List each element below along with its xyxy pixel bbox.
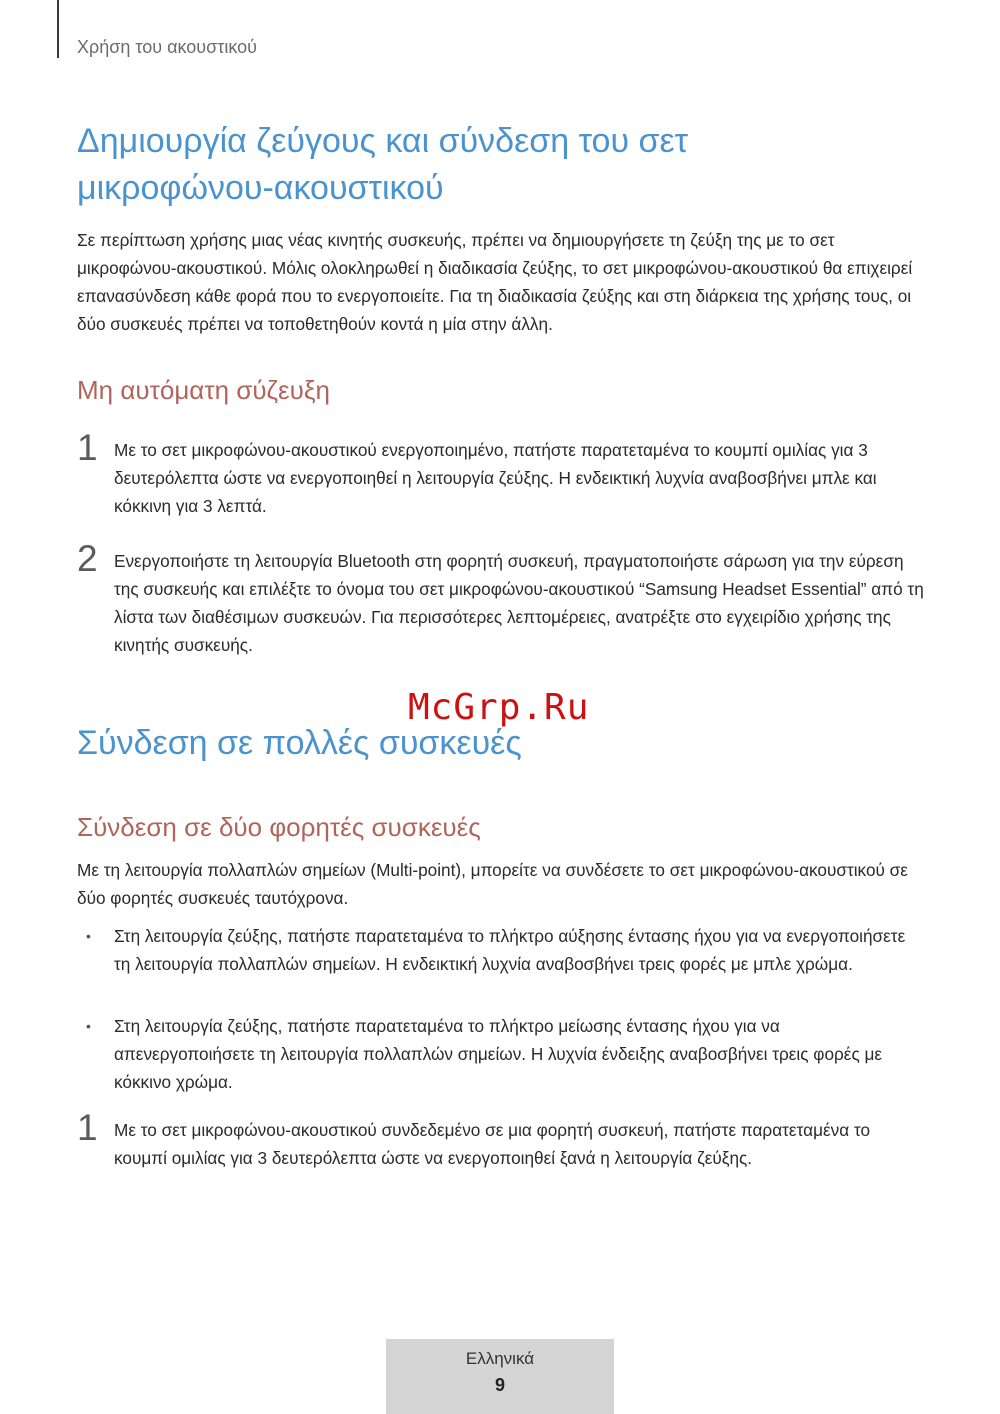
multipoint-intro-paragraph: Με τη λειτουργία πολλαπλών σημείων (Multi-point), μπορείτε να συνδέσετε το σετ μικροφώνου-ακουστικού σε δύο φορητές συσκευές ταυτόχρονα. — [77, 860, 908, 908]
bullet-text: Στη λειτουργία ζεύξης, πατήστε παρατεταμένα το πλήκτρο μείωσης έντασης ήχου για να απενεργοποιήσετε τη λειτουργία πολλαπλών σημείων. Η λυχνία ένδειξης αναβοσβήνει τρεις φορές με κόκκινο χρώμα. — [114, 1016, 883, 1092]
page-number: 9 — [494, 1375, 505, 1395]
section-title-pairing-line2: μικροφώνου-ακουστικού — [77, 169, 444, 207]
watermark-logo: McGrp.Ru — [408, 687, 590, 728]
footer-language: Ελληνικά — [465, 1349, 535, 1368]
step-text: Με το σετ μικροφώνου-ακουστικού συνδεδεμένο σε μια φορητή συσκευή, πατήστε παρατεταμένα το κουμπί ομιλίας για 3 δευτερόλεπτα ώστε να ενεργοποιηθεί ξανά η λειτουργία ζεύξης. — [114, 1120, 871, 1168]
section-title-multipoint: Σύνδεση σε πολλές συσκευές — [77, 724, 522, 762]
pairing-intro-paragraph: Σε περίπτωση χρήσης μιας νέας κινητής συσκευής, πρέπει να δημιουργήσετε τη ζεύξη της με το σετ μικροφώνου-ακουστικού. Μόλις ολοκληρωθεί η διαδικασία ζεύξης, το σετ μικροφώνου-ακουστικού θα επιχειρεί επανασύνδεση κάθε φορά που το ενεργοποιείτε. Για τη διαδικασία ζεύξης και στη διάρκεια της χρήσης τους, οι δύο συσκευές πρέπει να τοποθετηθούν κοντά η μία στην άλλη. — [77, 230, 913, 334]
step-number: 2 — [77, 538, 98, 579]
section-title-pairing-line1: Δημιουργία ζεύγους και σύνδεση του σετ — [77, 122, 689, 160]
bullet-text: Στη λειτουργία ζεύξης, πατήστε παρατεταμένα το πλήκτρο αύξησης έντασης ήχου για να ενεργοποιήσετε τη λειτουργία πολλαπλών σημείων. Η ενδεικτική λυχνία αναβοσβήνει τρεις φορές με μπλε χρώμα. — [114, 926, 906, 974]
margin-rule — [57, 0, 59, 58]
step-text: Με το σετ μικροφώνου-ακουστικού ενεργοποιημένο, πατήστε παρατεταμένα το κουμπί ομιλίας για 3 δευτερόλεπτα ώστε να ενεργοποιηθεί η λειτουργία ζεύξης. Η ενδεικτική λυχνία αναβοσβήνει μπλε και κόκκινη για 3 λεπτά. — [114, 440, 877, 516]
step-number: 1 — [77, 1107, 98, 1148]
step-text: Ενεργοποιήστε τη λειτουργία Bluetooth στη φορητή συσκευή, πραγματοποιήστε σάρωση για την εύρεση της συσκευής και επιλέξτε το όνομα του σετ μικροφώνου-ακουστικού “Samsung Headset Essential” από τη λίστα των διαθέσιμων συσκευών. Για περισσότερες λεπτομέρειες, ανατρέξτε στο εγχειρίδιο χρήσης της κινητής συσκευής. — [114, 551, 924, 655]
page-footer — [386, 1339, 614, 1414]
step-number: 1 — [77, 427, 98, 468]
subtitle-two-devices: Σύνδεση σε δύο φορητές συσκευές — [77, 812, 481, 842]
running-header: Χρήση του ακουστικού — [77, 37, 257, 57]
subtitle-manual-pairing: Μη αυτόματη σύζευξη — [77, 375, 330, 405]
bullet-dot: • — [86, 1018, 91, 1034]
bullet-dot: • — [86, 928, 91, 944]
